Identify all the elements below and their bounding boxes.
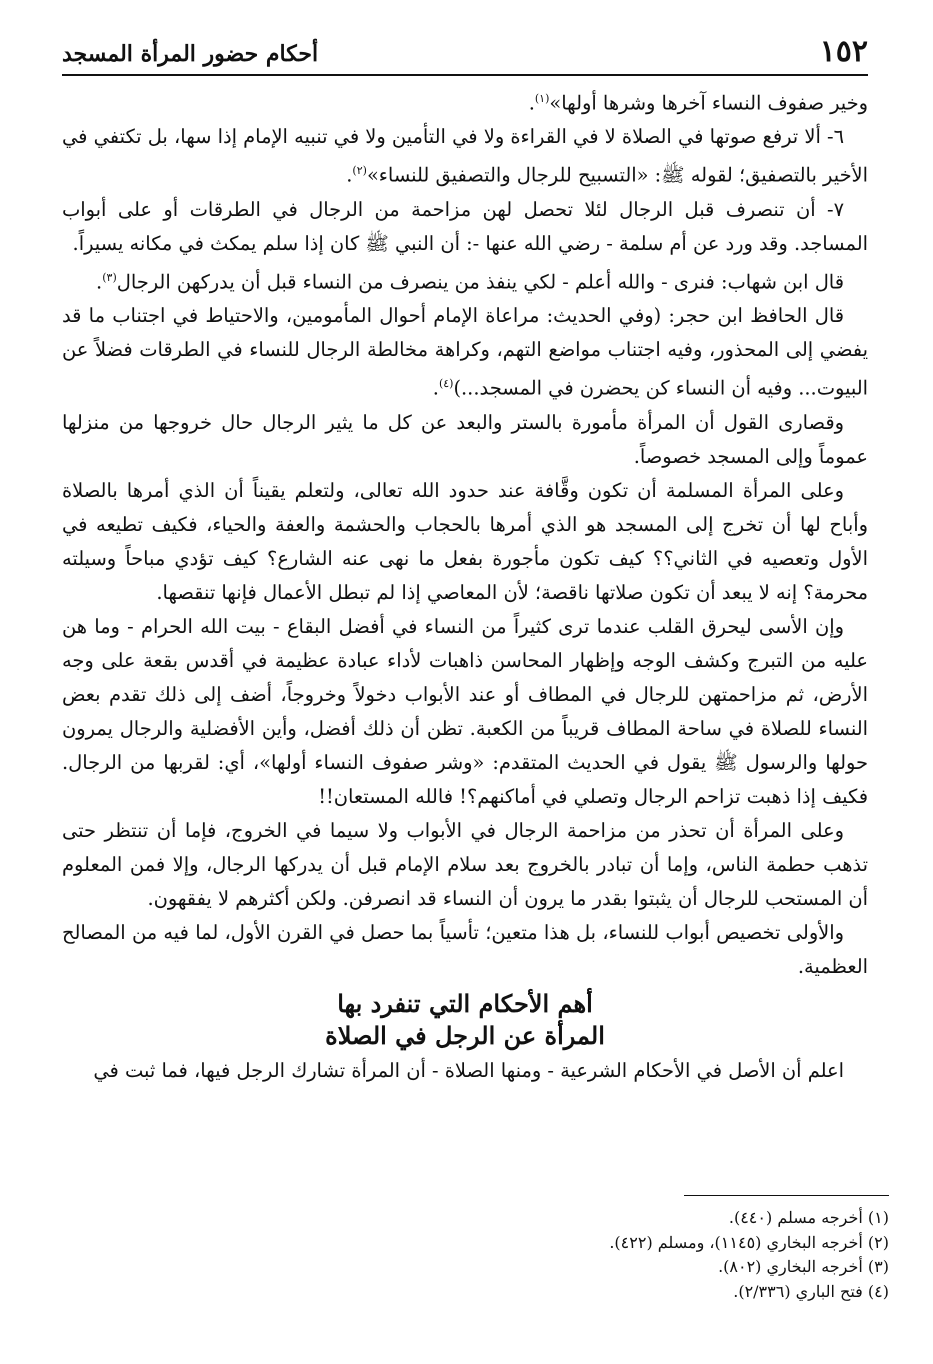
final-paragraph: اعلم أن الأصل في الأحكام الشرعية - ومنها الصلاة - أن المرأة تشارك الرجل فيها، فما ثبت في bbox=[93, 1058, 844, 1082]
paragraph: قال ابن شهاب: فنرى - والله أعلم - لكي ينفذ من ينصرف من النساء قبل أن يدركهن الرجال$^{(٣)}$. bbox=[96, 270, 844, 294]
paragraph: وخير صفوف النساء آخرها وشرها أولها»$^{(١)}$. bbox=[528, 91, 868, 115]
paragraph: وقصارى القول أن المرأة مأمورة بالستر والبعد عن كل ما يثير الرجال حال خروجها من منزلها عموماً وإلى المسجد خصوصاً. bbox=[62, 410, 868, 468]
page-header bbox=[62, 28, 868, 76]
paragraph: ٦- ألا ترفع صوتها في الصلاة لا في القراءة ولا في التأمين ولا في تنبيه الإمام إذا سها، بل تكتفي في الأخير بالتصفيق؛ لقوله ﷺ: «التسبيح للرجال والتصفيق للنساء»$^{(٢)}$. bbox=[62, 125, 868, 187]
paragraph: قال الحافظ ابن حجر: (وفي الحديث: مراعاة الإمام أحوال المأمومين، والاحتياط في اجتناب ما قد يفضي إلى المحذور، وفيه اجتناب مواضع التهم، وكراهة مخالطة الرجال للنساء في الطرقات فضلاً عن البيوت... وفيه أن النساء كن يحضرن في المسجد...)$^{(٤)}$. bbox=[62, 304, 868, 400]
paragraph: ٧- أن تنصرف قبل الرجال لئلا تحصل لهن مزاحمة من الرجال في الطرقات أو على أبواب المساجد. وقد ورد عن أم سلمة - رضي الله عنها -: أن النبي ﷺ كان إذا سلم يمكث في مكانه يسيراً. bbox=[62, 197, 868, 255]
paragraph: وعلى المرأة أن تحذر من مزاحمة الرجال في الأبواب ولا سيما في الخروج، فإما أن تنتظر حتى تذهب حطمة الناس، وإما أن تبادر بالخروج بعد سلام الإمام قبل أن يدركها الرجال، وإلا فمن المعلوم أن المستحب للرجال أن يثبتوا بقدر ما يرون أن النساء قد انصرفن. ولكن أكثرهم لا يفقهون. bbox=[62, 818, 868, 910]
footnote: (٢) أخرجه البخاري (١١٤٥)، ومسلم (٤٢٢). bbox=[609, 1232, 889, 1252]
paragraph: وإن الأسى ليحرق القلب عندما ترى كثيراً من النساء في أفضل البقاع - بيت الله الحرام - وما هن عليه من التبرج وكشف الوجه وإظهار المحاسن ذاهبات لأداء عبادة عظيمة في أقدس بقعة على وجه الأرض، ثم مزاحمتهن للرجال في المطاف أو عند الأبواب دخولاً وخروجاً، أضف إلى ذلك تقدم بعض النساء للصلاة في ساحة المطاف قريباً من الكعبة. تظن أن ذلك أفضل، وأين الأفضلية والرجال يمرون حولها والرسول ﷺ يقول في الحديث المتقدم: «وشر صفوف النساء أولها»، أي: لقربها من الرجال. فكيف إذا ذهبت تزاحم الرجال وتصلي في أماكنهم؟! فالله المستعان!! bbox=[62, 614, 868, 808]
paragraph: والأولى تخصيص أبواب للنساء، بل هذا متعين؛ تأسياً بما حصل في القرن الأول، لما فيه من المصالح العظمية. bbox=[62, 920, 868, 978]
footnote: (٣) أخرجه البخاري (٨٠٢). bbox=[718, 1257, 889, 1276]
footnote: (٤) فتح الباري (٢/٣٣٦). bbox=[733, 1281, 889, 1301]
footnote: (١) أخرجه مسلم (٤٤٠). bbox=[728, 1208, 889, 1227]
section-heading-line-2: المرأة عن الرجل في الصلاة bbox=[325, 1020, 605, 1050]
document-page bbox=[62, 28, 868, 1107]
footnote-divider bbox=[684, 1195, 889, 1196]
running-title: أحكام حضور المرأة المسجد bbox=[62, 41, 319, 67]
body-text bbox=[62, 82, 868, 984]
section-heading-line-1: أهم الأحكام التي تنفرد بها bbox=[337, 988, 593, 1018]
page-number: ١٥٢ bbox=[819, 34, 868, 69]
section-heading bbox=[62, 988, 868, 1052]
paragraph: وعلى المرأة المسلمة أن تكون وقَّافة عند حدود الله تعالى، ولتعلم يقيناً أن الذي أمرها بالصلاة وأباح لها أن تخرج إلى المسجد هو الذي أمرها بالحجاب والحشمة والعفة والحياء، فكيف تطيعه في الأول وتعصيه في الثاني؟؟ كيف تكون مأجورة بفعل ما نهى عنه الشارع؟ كيف تؤدي مباحاً وسيلته محرمة؟ إنه لا يبعد أن تكون صلاتها ناقصة؛ لأن المعاصي إذا لم تبطل الأعمال فإنها تنقصها. bbox=[62, 478, 868, 604]
footnotes bbox=[389, 1206, 889, 1304]
